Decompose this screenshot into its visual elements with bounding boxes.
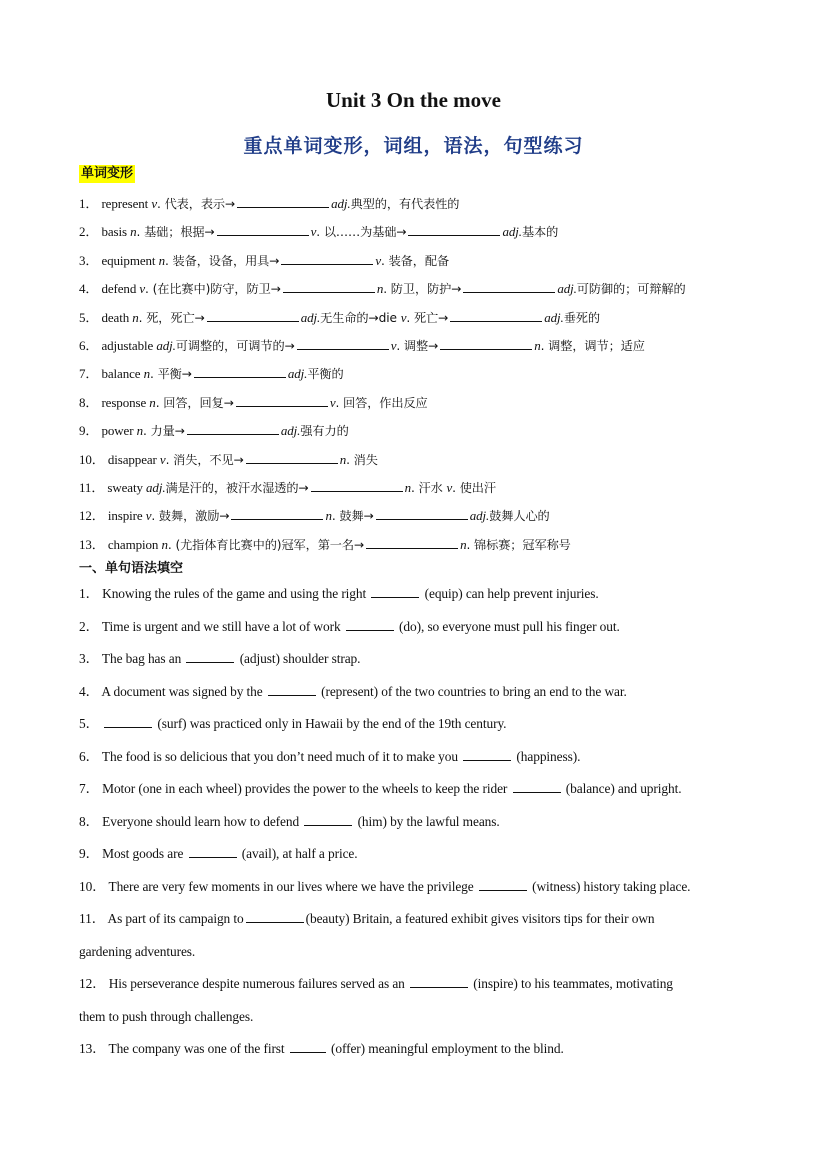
headword: defend	[101, 281, 140, 297]
item-number: 11．	[79, 911, 108, 926]
item-number: 1．	[79, 586, 103, 601]
part-of-speech: adj.	[146, 480, 166, 495]
page-title: Unit 3 On the move	[326, 88, 501, 112]
definition: . (尤指体育比赛中的)冠军，第一名→	[167, 537, 365, 552]
part-of-speech: n	[143, 366, 151, 382]
sentence-text: (balance) and upright.	[562, 781, 682, 796]
part-of-speech: n	[534, 338, 541, 353]
item-number: 5．	[79, 716, 103, 731]
sentence-text: The company was one of the first	[108, 1041, 288, 1056]
definition: 无生命的→die	[320, 310, 401, 325]
sentence-text: Knowing the rules of the game and using the right	[102, 586, 370, 601]
part-of-speech: n	[149, 394, 156, 410]
sentence-text: (surf) was practiced only in Hawaii by the end of the 19th century.	[154, 716, 507, 731]
part-of-speech: n	[376, 281, 384, 297]
definition: 典型的，有代表性的	[350, 197, 460, 211]
answer-blank[interactable]	[189, 845, 237, 858]
answer-blank[interactable]	[186, 650, 234, 663]
grammar-item	[79, 715, 506, 733]
answer-blank[interactable]	[346, 618, 394, 631]
headword: response	[101, 394, 150, 410]
part-of-speech: v	[310, 224, 317, 240]
part-of-speech: adj.	[557, 281, 577, 297]
definition: . 以……为基础→	[316, 225, 407, 240]
definition: . 回答，回复→	[155, 395, 234, 410]
sentence-text: (offer) meaningful employment to the blind.	[327, 1041, 564, 1056]
grammar-item	[79, 878, 690, 896]
answer-blank[interactable]	[376, 507, 468, 520]
part-of-speech: v	[400, 309, 407, 325]
grammar-item	[79, 748, 580, 766]
definition: 可调整的，可调节的→	[175, 339, 295, 353]
item-number: 1．	[79, 196, 102, 211]
word-form-item	[79, 451, 378, 469]
sentence-text: (beauty) Britain, a featured exhibit gives visitors tips for their own	[305, 911, 655, 926]
section-label-grammar: 一、单句语法填空	[79, 561, 184, 576]
headword: adjustable	[101, 338, 157, 353]
part-of-speech: v	[151, 196, 158, 211]
item-number: 9．	[79, 423, 102, 439]
part-of-speech: n	[132, 309, 139, 325]
item-number: 9．	[79, 846, 103, 861]
answer-blank[interactable]	[187, 422, 279, 435]
word-form-item	[79, 507, 550, 525]
item-number: 8．	[79, 394, 102, 410]
headword: disappear	[107, 451, 160, 467]
word-form-item	[79, 479, 496, 497]
definition: . 使出汗	[452, 481, 496, 495]
word-form-item	[79, 536, 571, 554]
part-of-speech: adj.	[300, 309, 321, 325]
item-number: 5．	[79, 309, 102, 325]
item-number: 13．	[79, 536, 108, 552]
grammar-item	[79, 813, 500, 831]
headword: basis	[101, 224, 131, 240]
answer-blank[interactable]	[194, 365, 286, 378]
section-label-word-forms: 单词变形	[81, 166, 134, 181]
answer-blank[interactable]	[311, 479, 403, 492]
answer-blank[interactable]	[231, 507, 323, 520]
definition: 强有力的	[300, 424, 349, 439]
definition: 平衡的	[307, 367, 344, 382]
item-number: 11．	[79, 480, 108, 495]
headword: represent	[101, 196, 152, 211]
grammar-item	[79, 780, 681, 798]
word-form-item	[79, 422, 349, 440]
item-number: 10．	[79, 451, 108, 467]
sentence-text: them to push through challenges.	[79, 1008, 254, 1024]
definition: . 平衡→	[150, 367, 192, 382]
sentence-text: There are very few moments in our lives where we have the privilege	[108, 878, 477, 894]
answer-blank[interactable]	[463, 748, 511, 761]
part-of-speech: n	[130, 224, 137, 240]
definition: 满是汗的，被汗水湿透的→	[165, 481, 309, 495]
definition: 可防御的；可辩解的	[576, 282, 686, 297]
page-subtitle: 重点单词变形，词组，语法，句型练习	[243, 135, 584, 157]
item-number: 3．	[79, 252, 102, 268]
word-form-item	[79, 309, 600, 327]
answer-blank[interactable]	[246, 910, 304, 923]
part-of-speech: adj.	[280, 423, 301, 439]
part-of-speech: v	[390, 338, 397, 353]
answer-blank[interactable]	[450, 309, 542, 322]
answer-blank[interactable]	[290, 1040, 326, 1053]
grammar-item	[79, 910, 655, 928]
word-form-item	[79, 223, 558, 241]
sentence-text: The bag has an	[101, 651, 185, 666]
answer-blank[interactable]	[236, 394, 328, 407]
definition: . 死亡→	[406, 310, 449, 325]
answer-blank[interactable]	[304, 813, 352, 826]
definition: . 鼓舞，激励→	[151, 509, 230, 524]
headword: power	[101, 423, 137, 439]
answer-blank[interactable]	[463, 280, 555, 293]
part-of-speech: adj.	[287, 366, 308, 382]
answer-blank[interactable]	[237, 195, 329, 208]
item-number: 7．	[79, 781, 103, 796]
headword: sweaty	[107, 480, 147, 495]
part-of-speech: v	[139, 281, 146, 297]
definition: . 装备，配备	[381, 253, 450, 268]
definition: . (在比赛中)防守，防卫→	[145, 282, 281, 297]
headword: inspire	[107, 508, 146, 524]
answer-blank[interactable]	[408, 223, 500, 236]
word-form-item	[79, 195, 459, 213]
sentence-text: (inspire) to his teammates, motivating	[470, 976, 673, 991]
answer-blank[interactable]	[410, 975, 468, 988]
grammar-item-continuation	[79, 943, 195, 961]
sentence-text: (do), so everyone must pull his finger out.	[395, 618, 620, 634]
sentence-text: (represent) of the two countries to bring an end to the war.	[317, 683, 627, 699]
answer-blank[interactable]	[513, 780, 561, 793]
sentence-text: Time is urgent and we still have a lot of work	[101, 618, 344, 634]
part-of-speech: n	[404, 480, 411, 495]
answer-blank[interactable]	[281, 252, 373, 265]
part-of-speech: n	[460, 536, 467, 552]
part-of-speech: adj.	[544, 309, 564, 325]
part-of-speech: v	[329, 394, 336, 410]
definition: . 锦标赛；冠军称号	[466, 537, 571, 552]
definition: 鼓舞人心的	[489, 509, 550, 524]
answer-blank[interactable]	[479, 878, 527, 891]
sentence-text: The food is so delicious that you don’t need much of it to make you	[101, 748, 462, 764]
answer-blank[interactable]	[207, 309, 299, 322]
answer-blank[interactable]	[268, 683, 316, 696]
part-of-speech: n	[339, 451, 347, 467]
sentence-text: (avail), at half a price.	[238, 846, 358, 861]
sentence-text: gardening adventures.	[79, 943, 196, 959]
item-number: 12．	[79, 508, 108, 524]
item-number: 8．	[79, 813, 103, 829]
sentence-text: His perseverance despite numerous failures served as an	[108, 976, 409, 991]
headword: balance	[101, 366, 144, 382]
definition: 基本的	[521, 225, 559, 240]
item-number: 6．	[79, 748, 102, 764]
part-of-speech: adj.	[331, 196, 351, 211]
part-of-speech: adj.	[469, 508, 490, 524]
item-number: 4．	[79, 281, 102, 297]
sentence-text: As part of its campaign to	[107, 911, 244, 926]
answer-blank[interactable]	[217, 223, 309, 236]
definition: . 力量→	[143, 424, 185, 439]
grammar-item-continuation	[79, 1008, 253, 1026]
answer-blank[interactable]	[371, 585, 419, 598]
headword: death	[101, 309, 133, 325]
item-number: 10．	[79, 878, 109, 894]
definition: . 汗水	[410, 481, 447, 495]
sentence-text: A document was signed by the	[101, 683, 266, 699]
item-number: 6．	[79, 338, 102, 353]
part-of-speech: n	[161, 536, 168, 552]
headword: equipment	[101, 252, 159, 268]
definition: . 鼓舞→	[331, 509, 374, 524]
sentence-text: (witness) history taking place.	[528, 878, 691, 894]
definition: . 代表，表示→	[157, 197, 236, 211]
answer-blank[interactable]	[246, 451, 338, 464]
definition: . 死，死亡→	[138, 310, 205, 325]
answer-blank[interactable]	[297, 337, 389, 350]
grammar-item	[79, 585, 599, 603]
answer-blank[interactable]	[283, 280, 375, 293]
word-form-item	[79, 252, 449, 270]
word-form-item	[79, 394, 428, 412]
sentence-text: (him) by the lawful means.	[354, 813, 500, 829]
word-form-item	[79, 337, 645, 355]
answer-blank[interactable]	[366, 536, 458, 549]
definition: . 基础；根据→	[136, 225, 215, 240]
answer-blank[interactable]	[440, 337, 532, 350]
item-number: 4．	[79, 683, 102, 699]
definition: . 回答，作出反应	[335, 395, 428, 410]
definition: . 调整，调节；适应	[540, 339, 645, 353]
grammar-item	[79, 683, 627, 701]
grammar-item	[79, 618, 620, 636]
definition: . 消失，不见→	[165, 452, 244, 467]
part-of-speech: v	[159, 451, 166, 467]
sentence-text: Everyone should learn how to defend	[102, 813, 303, 829]
part-of-speech: n	[136, 423, 143, 439]
item-number: 3．	[79, 651, 102, 666]
part-of-speech: n	[325, 508, 332, 524]
item-number: 2．	[79, 618, 102, 634]
item-number: 7．	[79, 366, 102, 382]
part-of-speech: v	[375, 252, 382, 268]
sentence-text: Most goods are	[102, 846, 187, 861]
definition: . 防卫，防护→	[383, 282, 462, 297]
definition: 垂死的	[563, 310, 600, 325]
sentence-text: (happiness).	[513, 748, 581, 764]
sentence-text: (equip) can help prevent injuries.	[421, 586, 599, 601]
headword: champion	[107, 536, 162, 552]
grammar-item	[79, 845, 358, 863]
part-of-speech: n	[158, 252, 165, 268]
part-of-speech: v	[145, 508, 152, 524]
definition: . 调整→	[396, 339, 439, 353]
grammar-item	[79, 650, 360, 668]
answer-blank[interactable]	[104, 715, 152, 728]
grammar-item	[79, 975, 673, 993]
word-form-item	[79, 280, 686, 298]
item-number: 12．	[79, 976, 109, 991]
part-of-speech: adj.	[156, 338, 176, 353]
sentence-text: Motor (one in each wheel) provides the power to the wheels to keep the rider	[102, 781, 511, 796]
grammar-item	[79, 1040, 564, 1058]
word-form-item	[79, 365, 344, 383]
part-of-speech: v	[446, 480, 453, 495]
definition: . 消失	[346, 452, 378, 467]
part-of-speech: adj.	[502, 224, 522, 240]
item-number: 2．	[79, 224, 102, 240]
definition: . 装备，设备，用具→	[165, 253, 280, 268]
item-number: 13．	[79, 1041, 109, 1056]
sentence-text: (adjust) shoulder strap.	[236, 651, 361, 666]
